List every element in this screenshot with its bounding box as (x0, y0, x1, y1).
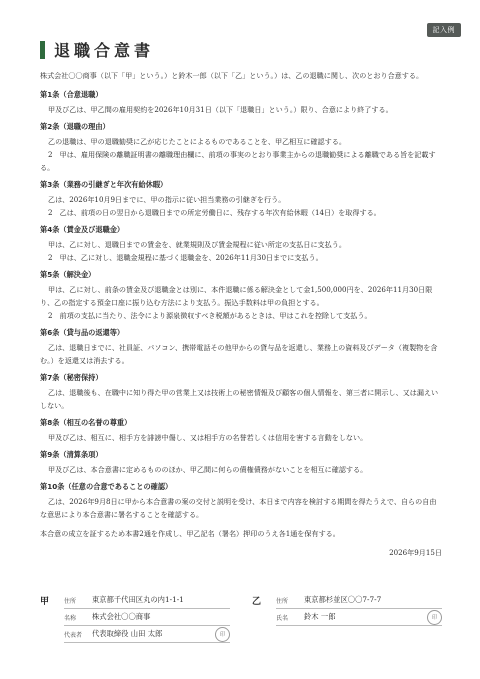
field-label: 氏名 (276, 614, 289, 622)
article-4 (40, 223, 442, 264)
article-paragraph: 2 前項の支払に当たり、法令により源泉徴収すべき税額があるときは、甲はこれを控除して支払う。 (48, 311, 372, 320)
field-label: 代表者 (64, 631, 83, 639)
party-mark: 甲 (40, 597, 50, 607)
field-value: 株式会社〇〇商事 (92, 612, 151, 621)
article-9 (40, 448, 442, 476)
intro-paragraph: 株式会社〇〇商事（以下「甲」という。）と鈴木一郎（以下「乙」という。）は、乙の退職に関し、次のとおり合意する。 (40, 71, 424, 80)
article-title: 第1条（合意退職） (40, 90, 103, 99)
article-10 (40, 480, 442, 521)
article-paragraph: 甲は、乙に対し、前条の賃金及び退職金とは別に、本件退職に係る解決金として金1,500,000円を、2026年11月30日限り、乙の指定する預金口座に振り込む方法により支払う。振込手数料は甲の負担とする。 (40, 285, 433, 307)
article-paragraph: 乙は、2026年9月8日に甲から本合意書の案の交付と説明を受け、本日まで内容を検討する期間を得たうえで、自らの自由な意思により本合意書に署名することを確認する。 (40, 497, 437, 519)
field-value: 東京都杉並区〇〇7-7-7 (304, 595, 382, 604)
signature-section (40, 592, 442, 643)
article-title: 第7条（秘密保持） (40, 373, 103, 382)
field-value: 東京都千代田区丸の内1-1-1 (92, 595, 184, 604)
article-title: 第4条（賃金及び退職金） (40, 225, 125, 234)
article-title: 第9条（清算条項） (40, 450, 103, 459)
article-5 (40, 268, 442, 322)
article-title: 第3条（業務の引継ぎと年次有給休暇） (40, 180, 168, 189)
field-value: 代表取締役 山田 太郎 (92, 629, 163, 638)
address-field[interactable] (276, 592, 442, 609)
document-body (40, 69, 442, 559)
field-label: 名称 (64, 614, 77, 622)
article-paragraph: 甲及び乙は、相互に、相手方を誹謗中傷し、又は相手方の名誉若しくは信用を害する言動をしない。 (48, 433, 368, 442)
closing-statement: 本合意の成立を証するため本書2通を作成し、甲乙記名（署名）押印のうえ各1通を保有する。 (40, 529, 340, 538)
party-mark: 乙 (252, 597, 262, 607)
sample-badge: 記入例 (427, 23, 462, 37)
article-6 (40, 326, 442, 367)
party-ko (40, 592, 230, 643)
party-fields (64, 592, 230, 643)
article-title: 第6条（貸与品の返還等） (40, 328, 125, 337)
article-1 (40, 88, 442, 116)
agreement-date: 2026年9月15日 (389, 548, 442, 557)
person-name-field[interactable] (276, 609, 442, 626)
article-8 (40, 416, 442, 444)
seal-stamp: 印 (215, 627, 230, 642)
party-fields (276, 592, 442, 643)
article-paragraph: 乙の退職は、甲の退職勧奨に乙が応じたことによるものであることを、甲乙相互に確認する。 (48, 137, 346, 146)
article-title: 第10条（任意の合意であることの確認） (40, 482, 173, 491)
seal-stamp: 印 (427, 610, 442, 625)
party-otsu (252, 592, 442, 643)
article-paragraph: 乙は、退職日までに、社員証、パソコン、携帯電話その他甲からの貸与品を返還し、業務上の資料及びデータ（複製物を含む。）を返還又は消去する。 (40, 343, 438, 365)
article-paragraph: 2 甲は、雇用保険の離職証明書の離職理由欄に、前項の事実のとおり事業主からの退職勧奨による離職である旨を記載する。 (40, 150, 436, 172)
article-paragraph: 甲は、乙に対し、退職日までの賃金を、就業規則及び賃金規程に従い所定の支払日に支払う。 (48, 240, 346, 249)
article-paragraph: 乙は、退職後も、在職中に知り得た甲の営業上又は技術上の秘密情報及び顧客の個人情報を、第三者に開示し、又は漏えいしない。 (40, 388, 439, 410)
address-field[interactable] (64, 592, 230, 609)
article-3 (40, 178, 442, 219)
article-title: 第8条（相互の名誉の尊重） (40, 418, 132, 427)
article-title: 第2条（退職の理由） (40, 122, 110, 131)
representative-field[interactable] (64, 626, 230, 643)
article-7 (40, 371, 442, 412)
article-paragraph: 乙は、2026年10月9日までに、甲の指示に従い担当業務の引継ぎを行う。 (48, 195, 286, 204)
field-label: 住所 (276, 597, 289, 605)
title-block (40, 38, 154, 61)
article-paragraph: 甲及び乙は、本合意書に定めるもののほか、甲乙間に何らの債権債務がないことを相互に確認する。 (48, 465, 368, 474)
field-value: 鈴木 一郎 (304, 612, 336, 621)
title-accent-bar (40, 41, 45, 59)
company-name-field[interactable] (64, 609, 230, 626)
article-paragraph: 甲及び乙は、甲乙間の雇用契約を2026年10月31日（以下「退職日」という。）限り、合意により終了する。 (48, 105, 393, 114)
field-label: 住所 (64, 597, 77, 605)
article-2 (40, 120, 442, 174)
article-title: 第5条（解決金） (40, 270, 96, 279)
article-paragraph: 2 乙は、前項の日の翌日から退職日までの所定労働日に、残存する年次有給休暇（14日）を取得する。 (48, 208, 381, 217)
article-paragraph: 2 甲は、乙に対し、退職金規程に基づく退職金を、2026年11月30日までに支払う。 (48, 253, 323, 262)
document-title: 退職合意書 (54, 41, 155, 60)
